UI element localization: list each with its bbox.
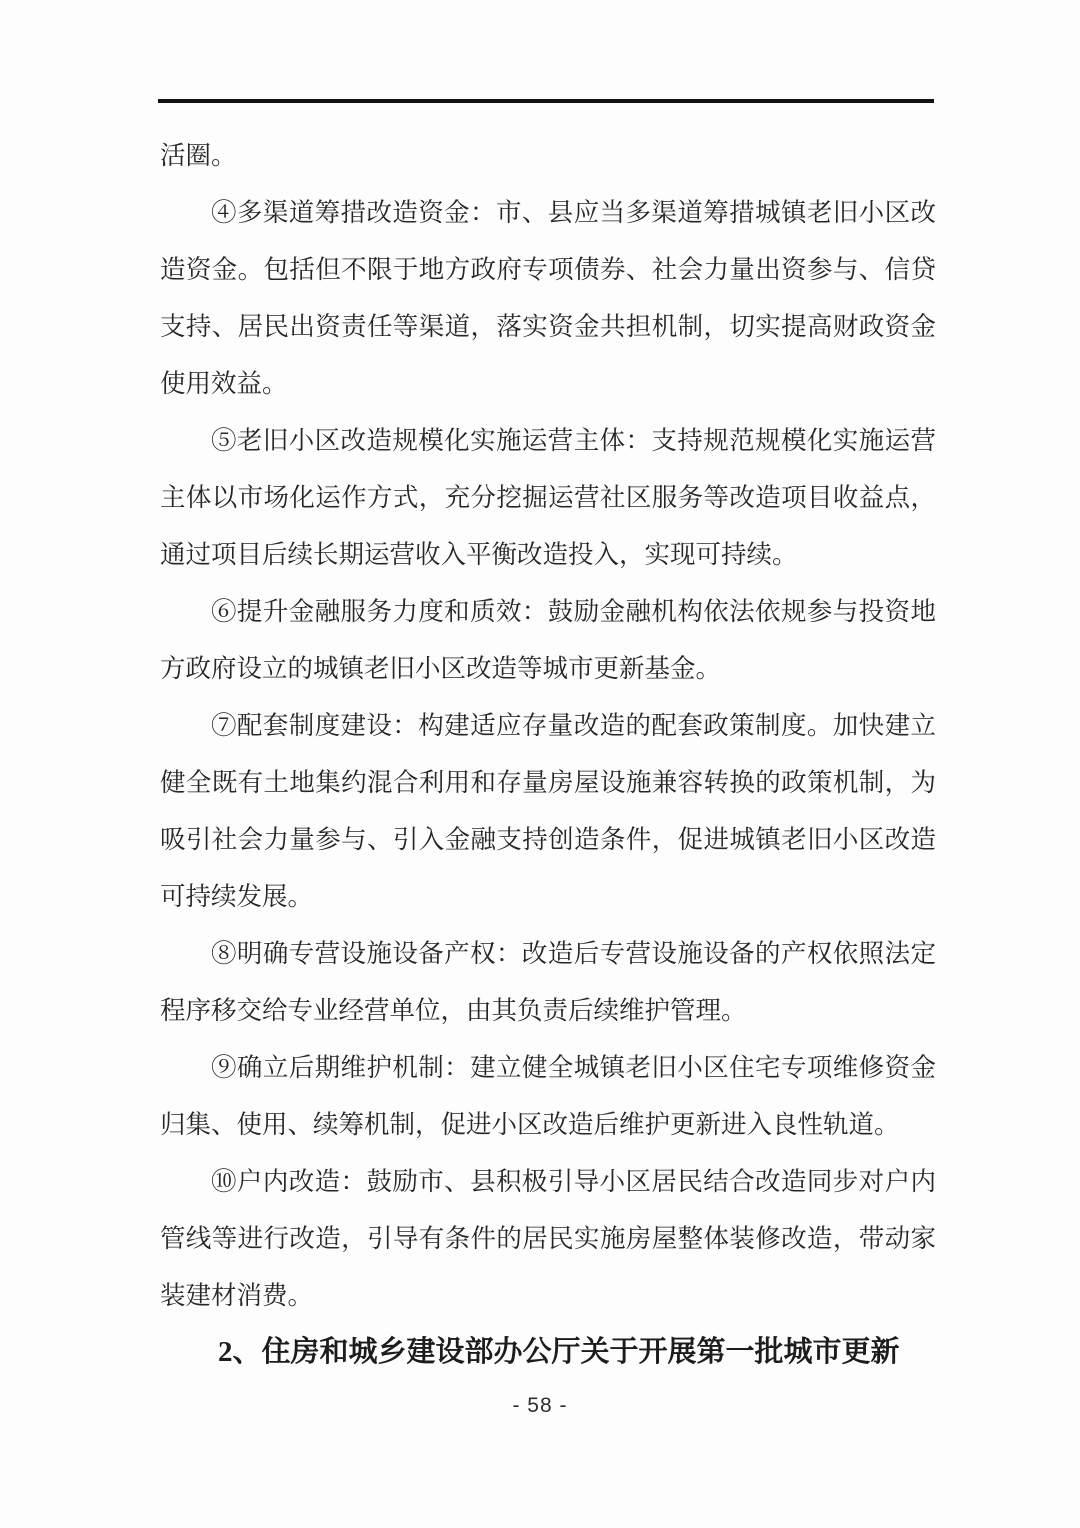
paragraph-item-6: ⑥提升金融服务力度和质效：鼓励金融机构依法依规参与投资地方政府设立的城镇老旧小区改造等城市更新基金。 (160, 597, 936, 683)
section-heading: 2、住房和城乡建设部办公厅关于开展第一批城市更新 (218, 1336, 900, 1368)
paragraph-continuation: 活圈。 (160, 141, 237, 170)
paragraph-item-5: ⑤老旧小区改造规模化实施运营主体：支持规范规模化实施运营主体以市场化运作方式，充分挖掘运营社区服务等改造项目收益点，通过项目后续长期运营收入平衡改造投入，实现可持续。 (160, 426, 936, 569)
page-number: - 58 - (512, 1394, 568, 1417)
header-rule (158, 99, 934, 103)
paragraph-item-10: ⑩户内改造：鼓励市、县积极引导小区居民结合改造同步对户内管线等进行改造，引导有条件的居民实施房屋整体装修改造，带动家装建材消费。 (160, 1167, 936, 1310)
paragraph-item-4: ④多渠道筹措改造资金：市、县应当多渠道筹措城镇老旧小区改造资金。包括但不限于地方政府专项债券、社会力量出资参与、信贷支持、居民出资责任等渠道，落实资金共担机制，切实提高财政资金使用效益。 (160, 198, 936, 398)
paragraph-item-7: ⑦配套制度建设：构建适应存量改造的配套政策制度。加快建立健全既有土地集约混合利用和存量房屋设施兼容转换的政策机制，为吸引社会力量参与、引入金融支持创造条件，促进城镇老旧小区改造可持续发展。 (160, 711, 936, 911)
paragraph-item-9: ⑨确立后期维护机制：建立健全城镇老旧小区住宅专项维修资金归集、使用、续筹机制，促进小区改造后维护更新进入良性轨道。 (160, 1053, 936, 1139)
paragraph-item-8: ⑧明确专营设施设备产权：改造后专营设施设备的产权依照法定程序移交给专业经营单位，由其负责后续维护管理。 (160, 939, 936, 1025)
page-body (160, 127, 936, 1381)
